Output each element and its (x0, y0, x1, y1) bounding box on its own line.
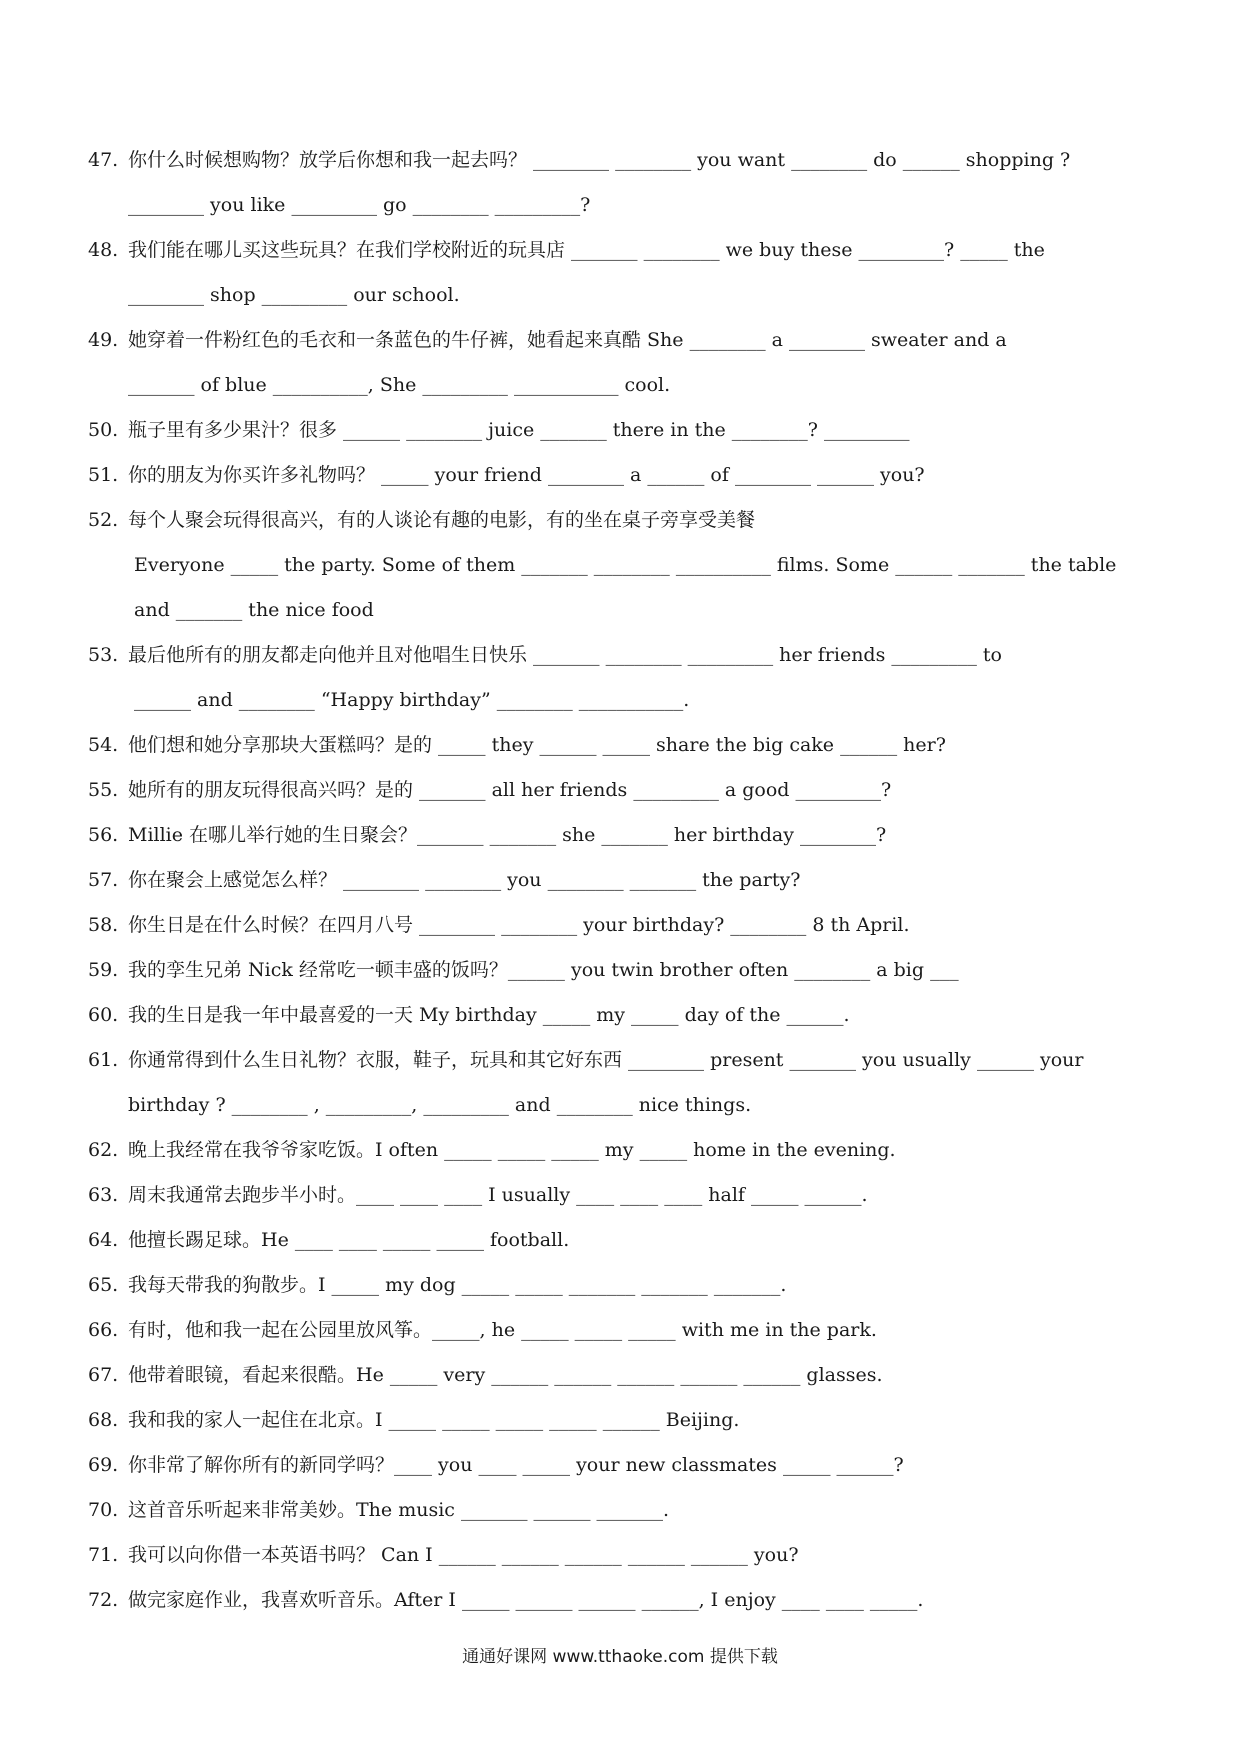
question-text (88, 1398, 1158, 1443)
question-lines (88, 1398, 1158, 1443)
question-item (88, 903, 1158, 948)
question-text (88, 408, 1158, 453)
question-continuation: and _______ the nice food (134, 599, 374, 621)
question-text (88, 633, 1158, 678)
question-item (88, 633, 1158, 723)
question-number: 68. (88, 1409, 119, 1431)
question-number: 61. (88, 1049, 119, 1071)
question-line: 周末我通常去跑步半小时。____ ____ ____ I usually ____ ____ ____ half _____ ______. (128, 1184, 868, 1206)
question-line: 我可以向你借一本英语书吗？ Can I ______ ______ ______ ______ ______ you? (128, 1544, 799, 1566)
question-lines (88, 768, 1158, 813)
question-item (88, 1488, 1158, 1533)
question-item (88, 1038, 1158, 1128)
question-line: 最后他所有的朋友都走向他并且对他唱生日快乐 _______ ________ _________ her friends _________ to (128, 644, 1003, 666)
question-number: 67. (88, 1364, 119, 1386)
question-item (88, 1443, 1158, 1488)
question-number: 56. (88, 824, 119, 846)
question-lines (88, 633, 1158, 723)
question-number: 62. (88, 1139, 119, 1161)
question-item (88, 768, 1158, 813)
question-line: 做完家庭作业，我喜欢听音乐。After I _____ ______ ______ ______, I enjoy ____ ____ _____. (128, 1589, 924, 1611)
question-item (88, 408, 1158, 453)
question-line: 他带着眼镜，看起来很酷。He _____ very ______ ______ ______ ______ ______ glasses. (128, 1364, 883, 1386)
question-lines (88, 858, 1158, 903)
question-number: 55. (88, 779, 119, 801)
question-lines (88, 993, 1158, 1038)
question-text (88, 1173, 1158, 1218)
question-number: 52. (88, 509, 119, 531)
question-item (88, 948, 1158, 993)
question-continuation: _______ of blue __________, She _________ ___________ cool. (128, 374, 671, 396)
question-item (88, 1173, 1158, 1218)
question-continuation: ________ shop _________ our school. (128, 284, 460, 306)
question-number: 64. (88, 1229, 119, 1251)
question-line: 有时，他和我一起在公园里放风筝。_____, he _____ _____ _____ with me in the park. (128, 1319, 877, 1341)
question-line: 你什么时候想购物？放学后你想和我一起去吗？ ________ ________ you want ________ do ______ shopping ? (128, 149, 1071, 171)
question-lines (88, 228, 1158, 318)
question-text (88, 1578, 1158, 1623)
question-text (88, 228, 1158, 273)
question-item (88, 1218, 1158, 1263)
question-text (88, 453, 1158, 498)
question-lines (88, 1263, 1158, 1308)
question-lines (88, 1128, 1158, 1173)
question-number: 69. (88, 1454, 119, 1476)
question-item (88, 228, 1158, 318)
question-lines (88, 1353, 1158, 1398)
question-number: 53. (88, 644, 119, 666)
question-number: 60. (88, 1004, 119, 1026)
question-line: 我和我的家人一起住在北京。I _____ _____ _____ _____ ______ Beijing. (128, 1409, 740, 1431)
question-number: 51. (88, 464, 119, 486)
question-text (88, 948, 1158, 993)
question-line: 晚上我经常在我爷爷家吃饭。I often _____ _____ _____ my _____ home in the evening. (128, 1139, 896, 1161)
question-lines (88, 1038, 1158, 1128)
question-lines (88, 498, 1158, 633)
question-line: 她所有的朋友玩得很高兴吗？是的 _______ all her friends _________ a good _________? (128, 779, 892, 801)
question-item (88, 993, 1158, 1038)
question-line: 瓶子里有多少果汁？很多 ______ ________ juice _______ there in the ________? _________ (128, 419, 910, 441)
question-line: 你非常了解你所有的新同学吗？____ you ____ _____ your new classmates _____ ______? (128, 1454, 904, 1476)
question-lines (88, 318, 1158, 408)
question-number: 71. (88, 1544, 119, 1566)
question-item (88, 453, 1158, 498)
question-text (88, 1128, 1158, 1173)
question-line: Millie 在哪儿举行她的生日聚会？_______ _______ she _______ her birthday ________? (128, 824, 887, 846)
question-text (88, 1533, 1158, 1578)
question-text (88, 1488, 1158, 1533)
question-line: 你的朋友为你买许多礼物吗？ _____ your friend ________ a ______ of ________ ______ you? (128, 464, 925, 486)
question-item (88, 1308, 1158, 1353)
question-number: 50. (88, 419, 119, 441)
question-lines (88, 1533, 1158, 1578)
question-lines (88, 138, 1158, 228)
question-text (88, 858, 1158, 903)
question-number: 54. (88, 734, 119, 756)
question-line: 我的生日是我一年中最喜爱的一天 My birthday _____ my _____ day of the ______. (128, 1004, 850, 1026)
question-item (88, 1578, 1158, 1623)
question-text (88, 1263, 1158, 1308)
question-item (88, 1398, 1158, 1443)
question-number: 59. (88, 959, 119, 981)
question-text (88, 813, 1158, 858)
question-lines (88, 453, 1158, 498)
question-item (88, 1353, 1158, 1398)
question-continuation: birthday ? ________ , _________, _________ and ________ nice things. (128, 1094, 752, 1116)
question-lines (88, 813, 1158, 858)
question-item (88, 813, 1158, 858)
question-lines (88, 1488, 1158, 1533)
worksheet (88, 138, 1158, 1623)
question-lines (88, 723, 1158, 768)
question-item (88, 498, 1158, 633)
question-number: 47. (88, 149, 119, 171)
question-text (88, 993, 1158, 1038)
question-line: 你在聚会上感觉怎么样？ ________ ________ you ________ _______ the party? (128, 869, 801, 891)
question-item (88, 858, 1158, 903)
question-text (88, 498, 1158, 543)
question-line: 她穿着一件粉红色的毛衣和一条蓝色的牛仔裤，她看起来真酷 She ________ a ________ sweater and a (128, 329, 1007, 351)
question-line: 每个人聚会玩得很高兴，有的人谈论有趣的电影，有的坐在桌子旁享受美餐 (128, 509, 756, 531)
question-item (88, 1128, 1158, 1173)
question-lines (88, 1443, 1158, 1488)
question-lines (88, 1173, 1158, 1218)
question-continuation: Everyone _____ the party. Some of them _______ ________ __________ films. Some ______ _______ the table (134, 554, 1117, 576)
question-text (88, 138, 1158, 183)
question-item (88, 1533, 1158, 1578)
page-footer: 通通好课网 www.tthaoke.com 提供下载 (462, 1647, 778, 1667)
question-line: 你通常得到什么生日礼物？衣服，鞋子，玩具和其它好东西 ________ present _______ you usually ______ your (128, 1049, 1084, 1071)
question-number: 58. (88, 914, 119, 936)
question-text (88, 723, 1158, 768)
question-number: 57. (88, 869, 119, 891)
question-item (88, 318, 1158, 408)
question-line: 我们能在哪儿买这些玩具？在我们学校附近的玩具店 _______ ________ we buy these _________? _____ the (128, 239, 1045, 261)
question-item (88, 1263, 1158, 1308)
question-text (88, 1353, 1158, 1398)
question-line: 我的孪生兄弟 Nick 经常吃一顿丰盛的饭吗？______ you twin brother often ________ a big ___ (128, 959, 959, 981)
question-continuation: ________ you like _________ go ________ _________? (128, 194, 591, 216)
question-continuation: ______ and ________ “Happy birthday” ________ ___________. (134, 689, 690, 711)
question-number: 48. (88, 239, 119, 261)
question-text (88, 768, 1158, 813)
question-text (88, 1218, 1158, 1263)
question-text (88, 1038, 1158, 1083)
question-number: 65. (88, 1274, 119, 1296)
question-item (88, 723, 1158, 768)
question-text (88, 903, 1158, 948)
question-lines (88, 903, 1158, 948)
question-line: 他们想和她分享那块大蛋糕吗？是的 _____ they ______ _____ share the big cake ______ her? (128, 734, 946, 756)
question-item (88, 138, 1158, 228)
question-number: 49. (88, 329, 119, 351)
question-lines (88, 1218, 1158, 1263)
question-lines (88, 1578, 1158, 1623)
question-number: 63. (88, 1184, 119, 1206)
question-lines (88, 1308, 1158, 1353)
question-text (88, 1308, 1158, 1353)
question-number: 66. (88, 1319, 119, 1341)
question-lines (88, 948, 1158, 993)
question-line: 我每天带我的狗散步。I _____ my dog _____ _____ _______ _______ _______. (128, 1274, 787, 1296)
question-number: 70. (88, 1499, 119, 1521)
question-line: 他擅长踢足球。He ____ ____ _____ _____ football. (128, 1229, 570, 1251)
question-line: 这首音乐听起来非常美妙。The music _______ ______ _______. (128, 1499, 670, 1521)
question-line: 你生日是在什么时候？在四月八号 ________ ________ your birthday? ________ 8 th April. (128, 914, 910, 936)
question-number: 72. (88, 1589, 119, 1611)
question-text (88, 318, 1158, 363)
question-text (88, 1443, 1158, 1488)
question-lines (88, 408, 1158, 453)
